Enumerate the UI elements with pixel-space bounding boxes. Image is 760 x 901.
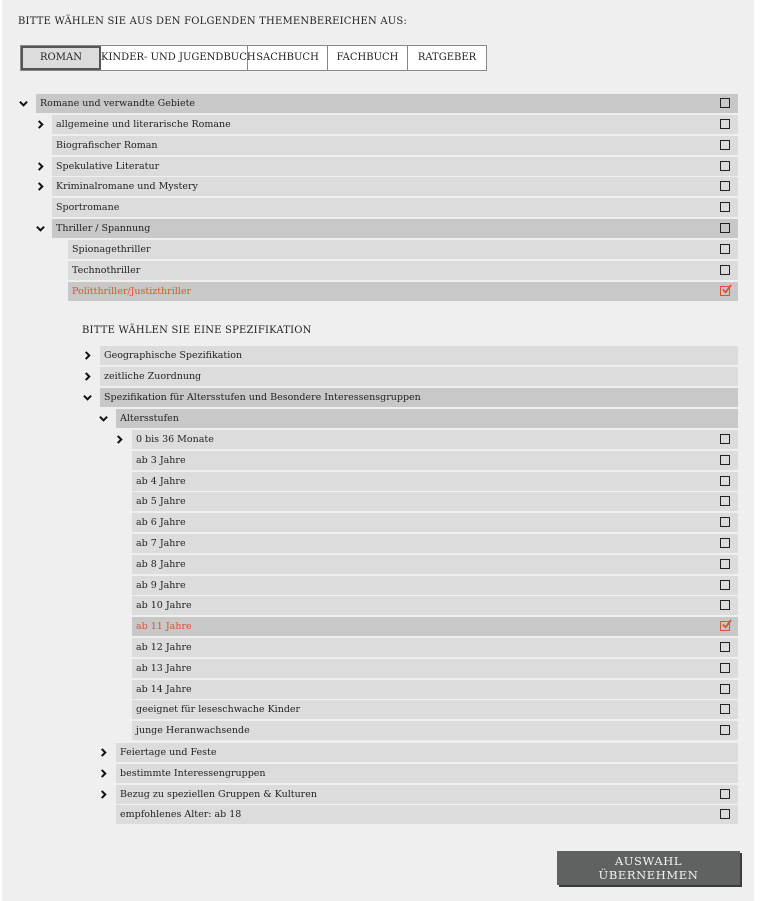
spec-other-group-2[interactable] [116,785,738,804]
chevron-right-icon[interactable] [33,177,47,196]
age-item-2-checkbox[interactable] [720,476,730,486]
age-item-9-checkbox[interactable] [720,621,730,631]
spec-other-group-1-label: bestimmte Interessengruppen [120,768,266,779]
spec-altersstufen-label: Altersstufen [120,413,179,424]
theme-item-1-checkbox[interactable] [720,140,730,150]
age-item-4[interactable] [132,513,738,532]
thriller-item-2-checkbox[interactable] [720,286,730,296]
theme-item-3-checkbox[interactable] [720,181,730,191]
chevron-down-icon[interactable] [80,388,94,407]
spec-group-0[interactable] [100,346,738,365]
spec-other-group-3-checkbox[interactable] [720,809,730,819]
age-item-3[interactable] [132,492,738,511]
age-item-7[interactable] [132,576,738,595]
thriller-item-2-label: Politthriller/Justizthriller [72,286,191,297]
chevron-down-icon[interactable] [33,219,47,238]
age-item-0[interactable] [132,430,738,449]
age-item-2-label: ab 4 Jahre [136,476,186,487]
spec-other-group-0[interactable] [116,743,738,762]
spec-group-1-label: zeitliche Zuordnung [104,371,202,382]
tab-sachbuch[interactable]: SACHBUCH [248,46,328,70]
age-item-13[interactable] [132,700,738,719]
selection-panel [2,0,754,901]
age-item-13-label: geeignet für leseschwache Kinder [136,704,301,715]
thriller-item-2[interactable] [68,282,738,301]
chevron-right-icon[interactable] [80,346,94,365]
theme-item-4[interactable] [52,198,738,217]
chevron-down-icon[interactable] [96,409,110,428]
theme-item-3-label: Kriminalromane und Mystery [56,181,198,192]
age-item-14-checkbox[interactable] [720,725,730,735]
theme-item-0[interactable] [52,115,738,134]
theme-item-5-checkbox[interactable] [720,223,730,233]
theme-item-0-checkbox[interactable] [720,119,730,129]
age-item-9-label: ab 11 Jahre [136,621,192,632]
chevron-right-icon[interactable] [33,157,47,176]
chevron-right-icon[interactable] [80,367,94,386]
age-item-6-label: ab 8 Jahre [136,559,186,570]
spec-other-group-0-label: Feiertage und Feste [120,747,217,758]
checkmark-icon [721,284,732,295]
age-item-12[interactable] [132,680,738,699]
age-item-0-label: 0 bis 36 Monate [136,434,214,445]
spec-altersstufen[interactable] [116,409,738,428]
theme-item-0-label: allgemeine und literarische Romane [56,119,231,130]
spec-other-group-3[interactable] [116,805,738,824]
chevron-right-icon[interactable] [96,785,110,804]
thriller-item-0-label: Spionagethriller [72,244,151,255]
age-item-14-label: junge Heranwachsende [136,725,250,736]
age-item-1-label: ab 3 Jahre [136,455,186,466]
theme-item-2[interactable] [52,157,738,176]
theme-heading: BITTE WÄHLEN SIE AUS DEN FOLGENDEN THEMENBEREICHEN AUS: [18,16,408,27]
age-item-8-label: ab 10 Jahre [136,600,192,611]
spec-other-group-2-label: Bezug zu speziellen Gruppen & Kulturen [120,789,317,800]
spec-other-group-1[interactable] [116,764,738,783]
theme-item-1[interactable] [52,136,738,155]
tab-roman[interactable]: ROMAN [21,46,101,70]
age-item-4-checkbox[interactable] [720,517,730,527]
age-item-0-checkbox[interactable] [720,434,730,444]
category-tabs [20,45,487,71]
thriller-item-0-checkbox[interactable] [720,244,730,254]
spec-other-group-3-label: empfohlenes Alter: ab 18 [120,809,242,820]
theme-item-romane[interactable] [36,94,738,113]
theme-item-5[interactable] [52,219,738,238]
theme-item-romane-checkbox[interactable] [720,98,730,108]
spec-heading: BITTE WÄHLEN SIE EINE SPEZIFIKATION [82,325,312,336]
age-item-6[interactable] [132,555,738,574]
spec-group-1[interactable] [100,367,738,386]
age-item-10-label: ab 12 Jahre [136,642,192,653]
chevron-right-icon[interactable] [112,430,126,449]
theme-item-4-checkbox[interactable] [720,202,730,212]
age-item-9[interactable] [132,617,738,636]
age-item-2[interactable] [132,472,738,491]
age-item-7-label: ab 9 Jahre [136,580,186,591]
thriller-item-1[interactable] [68,261,738,280]
age-item-5[interactable] [132,534,738,553]
age-item-8-checkbox[interactable] [720,600,730,610]
age-item-10[interactable] [132,638,738,657]
theme-item-1-label: Biografischer Roman [56,140,158,151]
spec-group-2[interactable] [100,388,738,407]
tab-ratgeber[interactable]: RATGEBER [417,52,477,63]
age-item-12-label: ab 14 Jahre [136,684,192,695]
submit-selection-button[interactable]: AUSWAHL ÜBERNEHMEN [557,851,740,885]
theme-item-2-checkbox[interactable] [720,161,730,171]
spec-other-group-2-checkbox[interactable] [720,789,730,799]
thriller-item-1-label: Technothriller [72,265,141,276]
checkmark-icon [721,619,732,630]
tab-kinder-jugendbuch[interactable]: KINDER- UND JUGENDBUCH [101,46,248,70]
age-item-1[interactable] [132,451,738,470]
age-item-3-checkbox[interactable] [720,496,730,506]
age-item-6-checkbox[interactable] [720,559,730,569]
spec-group-0-label: Geographische Spezifikation [104,350,243,361]
age-item-11-label: ab 13 Jahre [136,663,192,674]
thriller-item-0[interactable] [68,240,738,259]
chevron-right-icon[interactable] [96,743,110,762]
age-item-4-label: ab 6 Jahre [136,517,186,528]
thriller-item-1-checkbox[interactable] [720,265,730,275]
tab-fachbuch[interactable]: FACHBUCH [328,46,408,70]
age-item-11[interactable] [132,659,738,678]
age-item-8[interactable] [132,596,738,615]
spec-group-2-label: Spezifikation für Altersstufen und Besondere Interessensgruppen [104,392,421,403]
age-item-7-checkbox[interactable] [720,580,730,590]
age-item-5-label: ab 7 Jahre [136,538,186,549]
age-item-5-checkbox[interactable] [720,538,730,548]
theme-item-5-label: Thriller / Spannung [56,223,151,234]
chevron-right-icon[interactable] [33,115,47,134]
age-item-11-checkbox[interactable] [720,663,730,673]
age-item-14[interactable] [132,721,738,740]
chevron-down-icon[interactable] [16,94,30,113]
theme-item-2-label: Spekulative Literatur [56,161,160,172]
age-item-12-checkbox[interactable] [720,684,730,694]
chevron-right-icon[interactable] [96,764,110,783]
theme-item-3[interactable] [52,177,738,196]
theme-item-romane-label: Romane und verwandte Gebiete [40,98,196,109]
age-item-3-label: ab 5 Jahre [136,496,186,507]
theme-item-4-label: Sportromane [56,202,120,213]
age-item-1-checkbox[interactable] [720,455,730,465]
age-item-10-checkbox[interactable] [720,642,730,652]
age-item-13-checkbox[interactable] [720,704,730,714]
